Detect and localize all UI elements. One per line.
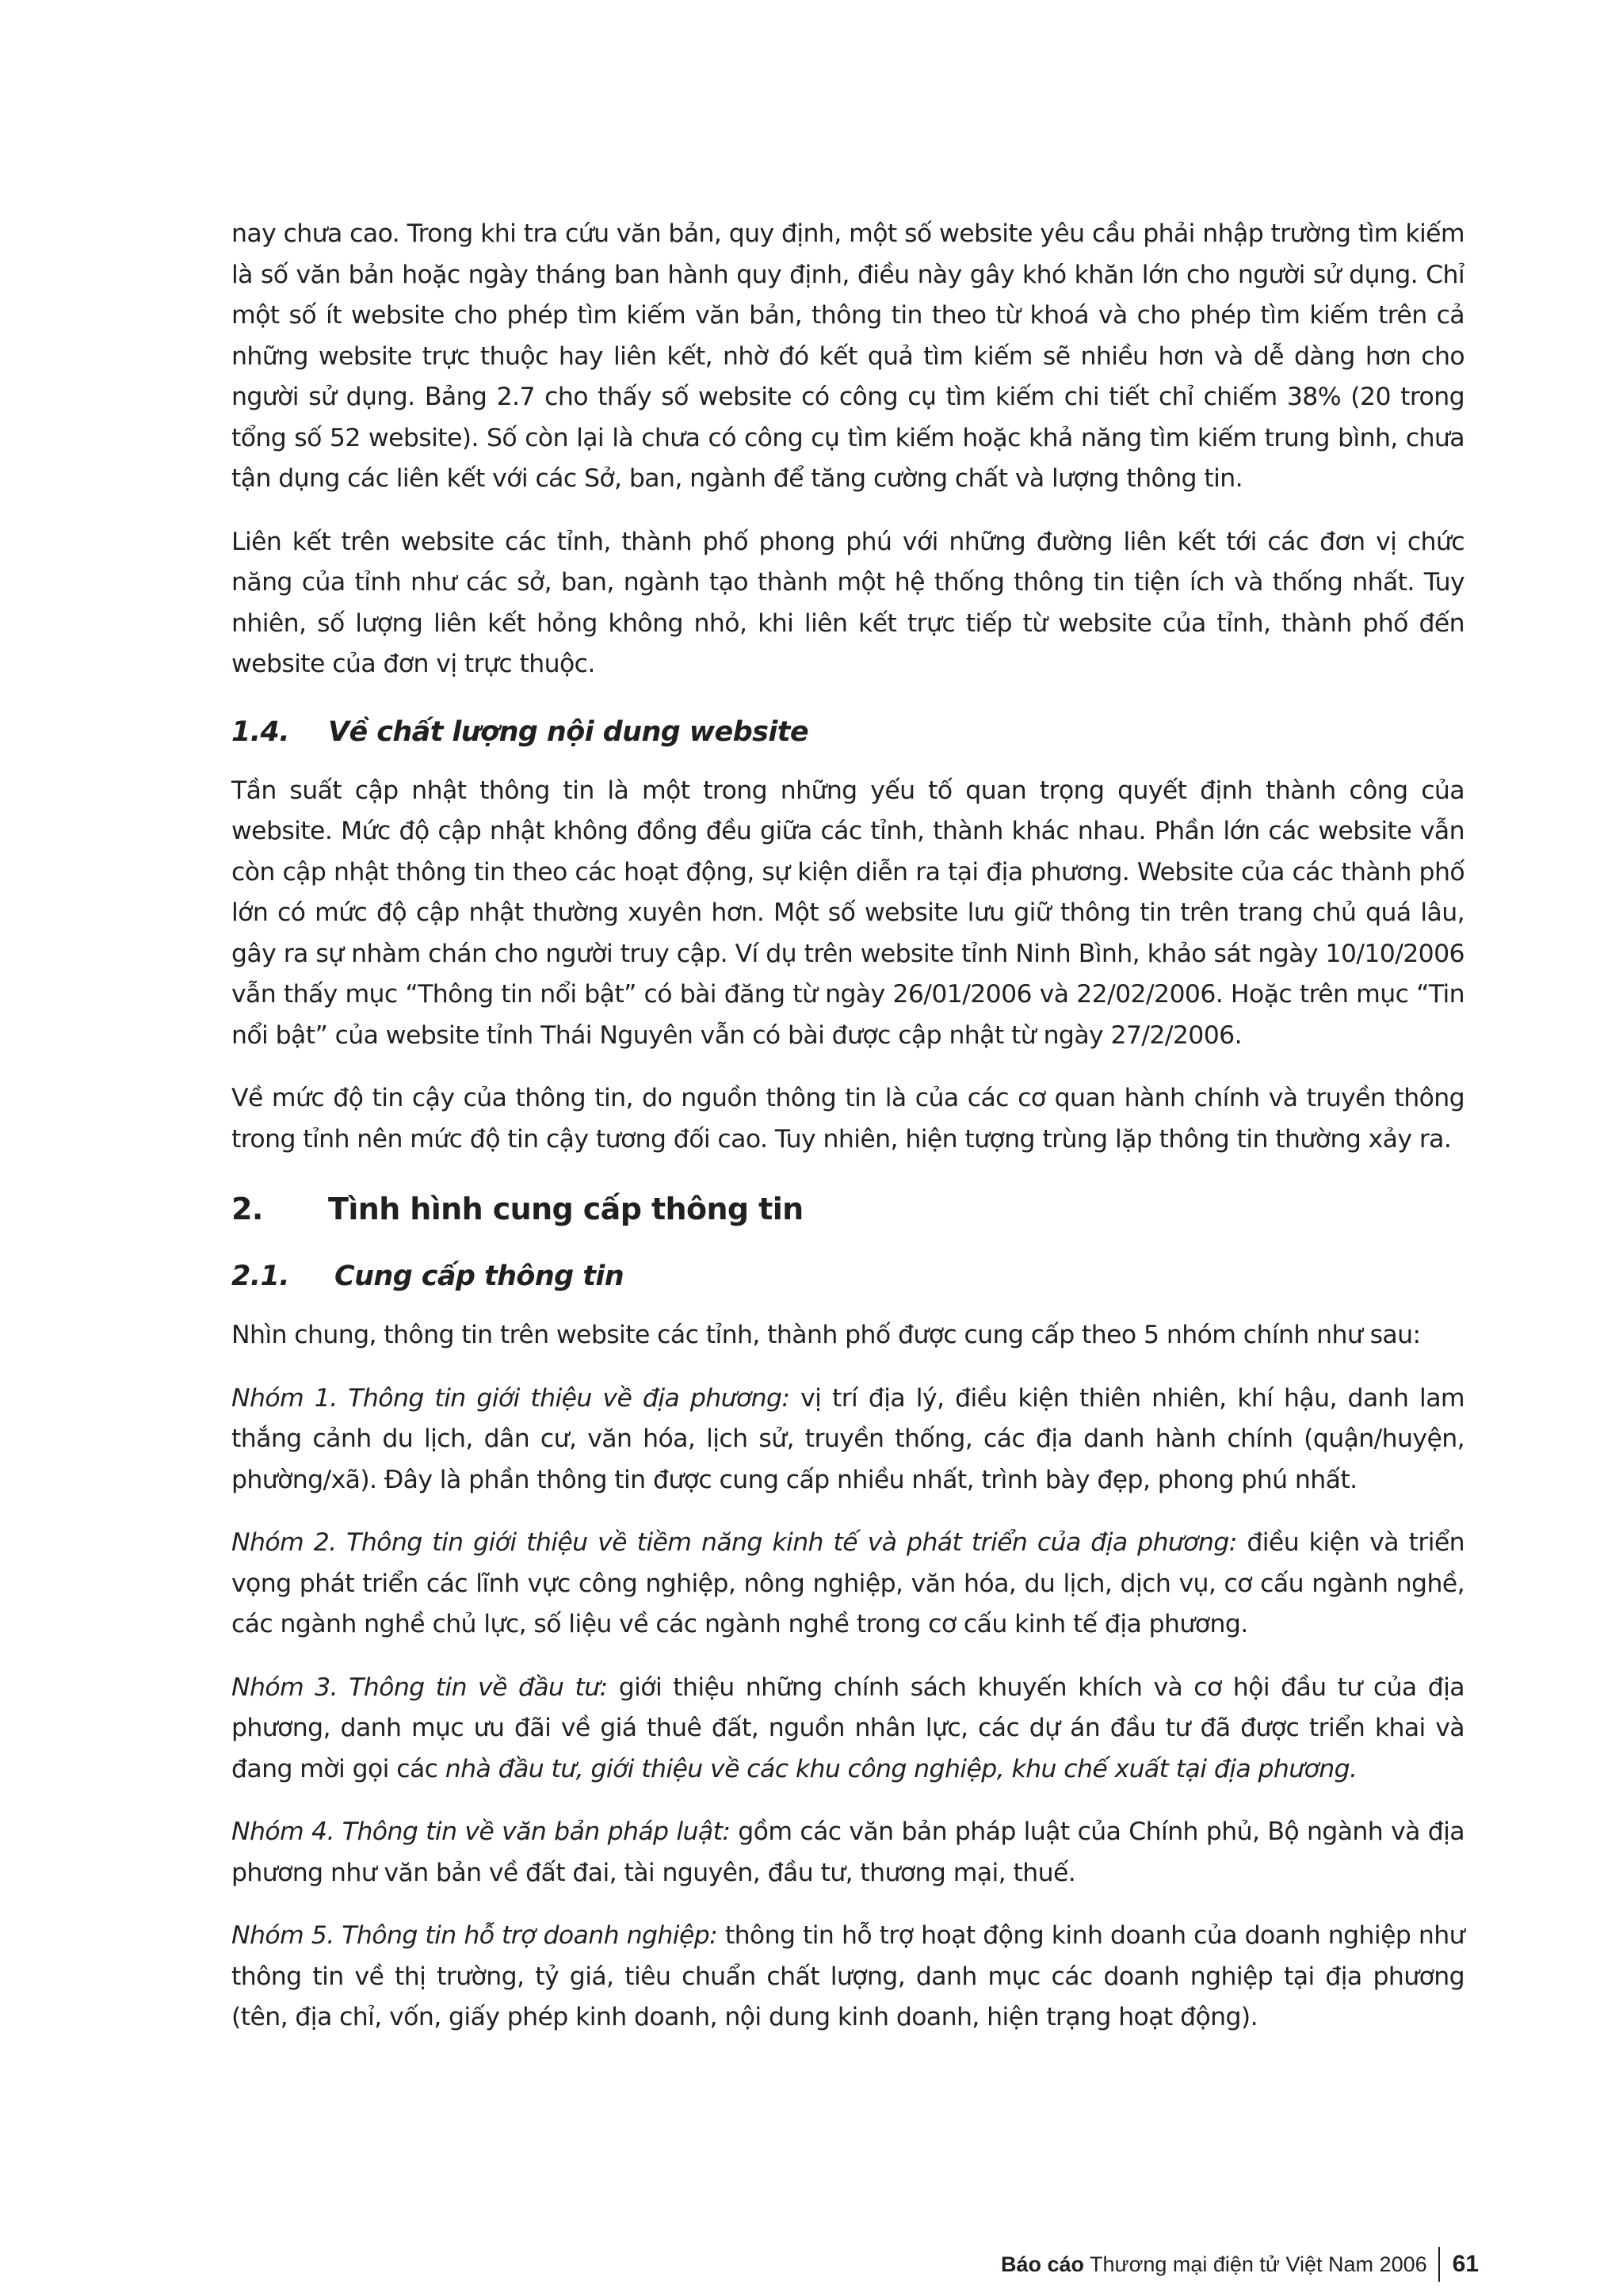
paragraph-reliability: Về mức độ tin cậy của thông tin, do nguồn thông tin là của các cơ quan hành chính và truyền thông trong tỉnh nên mức độ tin cậy tương đối cao. Tuy nhiên, hiện tượng trùng lặp thông tin thường xảy ra. xyxy=(231,1084,1465,1154)
heading-2 xyxy=(231,1188,1465,1230)
paragraph-search-tools: nay chưa cao. Trong khi tra cứu văn bản, quy định, một số website yêu cầu phải nhập trường tìm kiếm là số văn bản hoặc ngày tháng ban hành quy định, điều này gây khó khăn lớn cho người sử dụng. Chỉ một số ít website cho phép tìm kiếm văn bản, thông tin theo từ khoá và cho phép tìm kiếm trên cả những website trực thuộc hay liên kết, nhờ đó kết quả tìm kiếm sẽ nhiều hơn và dễ dàng hơn cho người sử dụng. Bảng 2.7 cho thấy số website có công cụ tìm kiếm chi tiết chỉ chiếm 38% (20 trong tổng số 52 website). Số còn lại là chưa có công cụ tìm kiếm hoặc khả năng tìm kiếm trung bình, chưa tận dụng các liên kết với các Sở, ban, ngành để tăng cường chất và lượng thông tin. xyxy=(231,219,1465,493)
heading-title: Tình hình cung cấp thông tin xyxy=(328,1192,804,1226)
group-item-4 xyxy=(231,1812,1465,1894)
heading-number: 1.4. xyxy=(231,715,289,748)
group-lead: Nhóm 3. Thông tin về đầu tư: xyxy=(231,1672,608,1702)
group-tail: nhà đầu tư, giới thiệu về các khu công nghiệp, khu chế xuất tại địa phương. xyxy=(445,1754,1358,1783)
group-lead: Nhóm 2. Thông tin giới thiệu về tiềm năng kinh tế và phát triển của địa phương: xyxy=(231,1528,1237,1557)
heading-number: 2.1. xyxy=(231,1261,289,1292)
heading-title: Cung cấp thông tin xyxy=(334,1261,624,1292)
body-text xyxy=(231,214,1465,2061)
group-item-2 xyxy=(231,1523,1465,1646)
group-text: gồm các văn bản pháp luật của Chính phủ, Bộ ngành và địa phương như văn bản về đất đai, tài nguyên, đầu tư, thương mại, thuế. xyxy=(231,1817,1465,1887)
group-text: giới thiệu những chính sách khuyến khích và cơ hội đầu tư của địa phương, danh mục ưu đãi về giá thuê đất, nguồn nhân lực, các dự án đầu tư đã được triển khai và đang mời gọi các xyxy=(231,1672,1465,1783)
paragraph-overview: Nhìn chung, thông tin trên website các tỉnh, thành phố được cung cấp theo 5 nhóm chính như sau: xyxy=(231,1321,1421,1349)
group-text: vị trí địa lý, điều kiện thiên nhiên, khí hậu, danh lam thắng cảnh du lịch, dân cư, văn hóa, lịch sử, truyền thống, các địa danh hành chính (quận/huyện, phường/xã). Đây là phần thông tin được cung cấp nhiều nhất, trình bày đẹp, phong phú nhất. xyxy=(231,1383,1465,1494)
group-lead: Nhóm 4. Thông tin về văn bản pháp luật: xyxy=(231,1817,731,1846)
heading-number: 2. xyxy=(231,1192,263,1226)
heading-1-4 xyxy=(231,712,1465,752)
heading-2-1 xyxy=(231,1257,1465,1296)
footer-title: Thương mại điện tử Việt Nam 2006 xyxy=(1090,2252,1427,2276)
group-text: thông tin hỗ trợ hoạt động kinh doanh của doanh nghiệp như thông tin về thị trường, tỷ giá, tiêu chuẩn chất lượng, danh mục các doanh nghiệp tại địa phương (tên, địa chỉ, vốn, giấy phép kinh doanh, nội dung kinh doanh, hiện trạng hoạt động). xyxy=(231,1921,1465,2031)
group-item-1 xyxy=(231,1379,1465,1501)
page-number: 61 xyxy=(1452,2251,1479,2277)
group-item-3 xyxy=(231,1668,1465,1791)
paragraph-links: Liên kết trên website các tỉnh, thành phố phong phú với những đường liên kết tới các đơn vị chức năng của tỉnh như các sở, ban, ngành tạo thành một hệ thống thông tin tiện ích và thống nhất. Tuy nhiên, số lượng liên kết hỏng không nhỏ, khi liên kết trực tiếp từ website của tỉnh, thành phố đến website của đơn vị trực thuộc. xyxy=(231,527,1465,678)
page-footer xyxy=(1001,2241,1479,2288)
group-item-5 xyxy=(231,1916,1465,2039)
heading-title: Về chất lượng nội dung website xyxy=(328,715,809,748)
group-lead: Nhóm 5. Thông tin hỗ trợ doanh nghiệp: xyxy=(231,1921,718,1950)
footer-divider xyxy=(1438,2247,1440,2282)
group-text: điều kiện và triển vọng phát triển các lĩnh vực công nghiệp, nông nghiệp, văn hóa, du lịch, dịch vụ, cơ cấu ngành nghề, các ngành nghề chủ lực, số liệu về các ngành nghề trong cơ cấu kinh tế địa phương. xyxy=(231,1528,1465,1638)
group-lead: Nhóm 1. Thông tin giới thiệu về địa phương: xyxy=(231,1383,790,1413)
footer-brand: Báo cáo xyxy=(1001,2252,1085,2276)
paragraph-update-frequency: Tần suất cập nhật thông tin là một trong những yếu tố quan trọng quyết định thành công của website. Mức độ cập nhật không đồng đều giữa các tỉnh, thành khác nhau. Phần lớn các website vẫn còn cập nhật thông tin theo các hoạt động, sự kiện diễn ra tại địa phương. Website của các thành phố lớn có mức độ cập nhật thường xuyên hơn. Một số website lưu giữ thông tin trên trang chủ quá lâu, gây ra sự nhàm chán cho người truy cập. Ví dụ trên website tỉnh Ninh Bình, khảo sát ngày 10/10/2006 vẫn thấy mục “Thông tin nổi bật” có bài đăng từ ngày 26/01/2006 và 22/02/2006. Hoặc trên mục “Tin nổi bật” của website tỉnh Thái Nguyên vẫn có bài được cập nhật từ ngày 27/2/2006. xyxy=(231,776,1465,1050)
